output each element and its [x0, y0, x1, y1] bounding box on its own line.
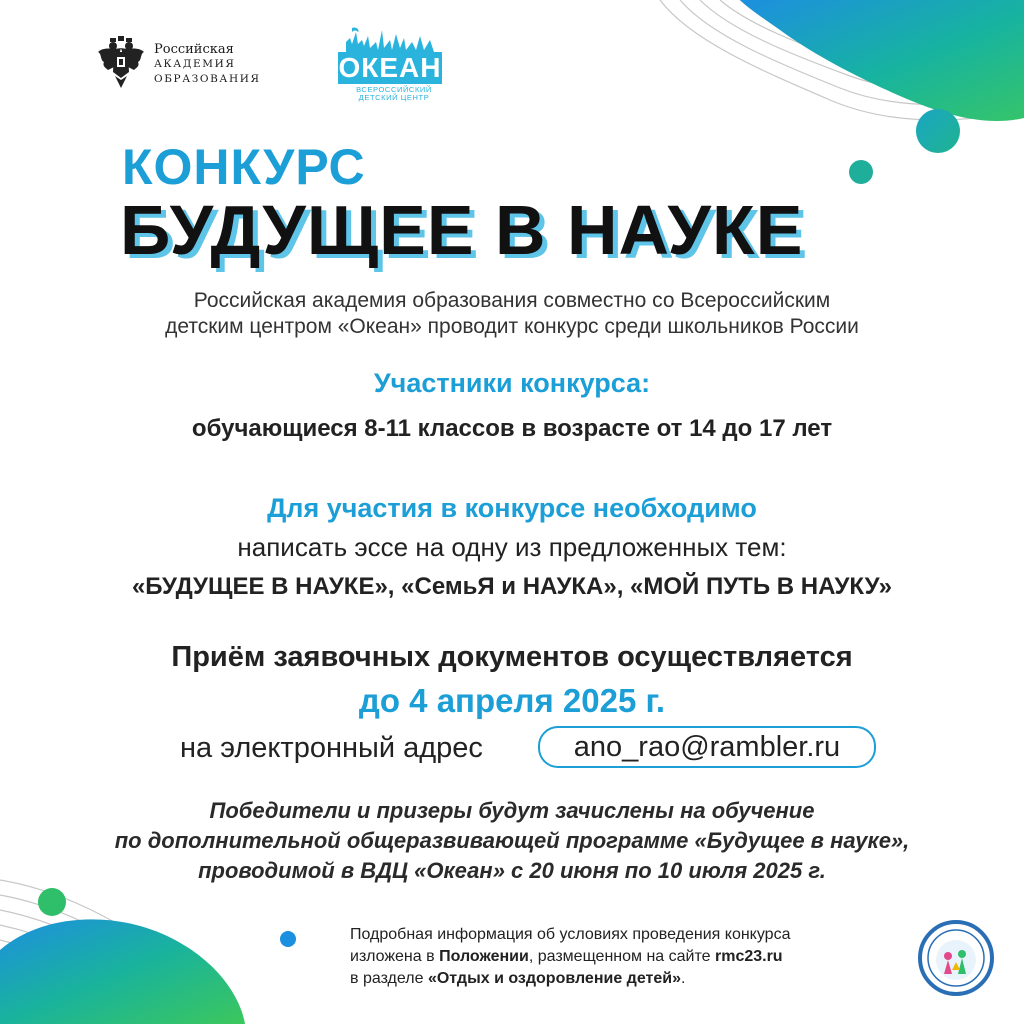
details-regulation: Положении	[439, 948, 529, 965]
participants-text: обучающиеся 8-11 классов в возрасте от 14 до 17 лет	[191, 415, 833, 442]
main-title: БУДУЩЕЕ В НАУКЕ	[120, 191, 804, 269]
okean-subtitle	[346, 86, 442, 102]
details-line-2	[350, 946, 910, 968]
bottom-left-blob	[0, 919, 245, 1024]
winners-text	[0, 796, 1024, 886]
okean-wordmark: ОКЕАН	[338, 52, 442, 83]
intro-line-1: Российская академия образования совместно со Всероссийским	[193, 289, 831, 312]
details-text	[350, 924, 910, 990]
okean-logo	[332, 22, 450, 104]
ball-bottom-blue	[280, 931, 296, 947]
ball-bottom-left	[38, 888, 66, 916]
details-line-2-a: изложена в	[350, 948, 440, 965]
winners-line-1: Победители и призеры будут зачислены на обучение	[209, 798, 815, 823]
okean-sub-line-2: ДЕТСКИЙ ЦЕНТР	[358, 93, 430, 102]
details-line-3-a: в разделе	[350, 970, 428, 987]
details-line-3	[350, 968, 910, 990]
acceptance-deadline: до 4 апреля 2025 г.	[358, 682, 666, 719]
email-address-link[interactable]: ano_rao@rambler.ru	[538, 726, 876, 768]
kicker-title: КОНКУРС	[122, 139, 366, 195]
rao-wordmark	[154, 42, 261, 87]
requirements-topics: «БУДУЩЕЕ В НАУКЕ», «СемьЯ и НАУКА», «МОЙ ПУТЬ В НАУКУ»	[131, 573, 893, 600]
ball-large	[916, 109, 960, 153]
winners-line-2: по дополнительной общеразвивающей программе «Будущее в науке»,	[114, 828, 910, 853]
acceptance-heading: Приём заявочных документов осуществляется	[171, 641, 853, 673]
details-line-1: Подробная информация об условиях проведения конкурса	[350, 926, 791, 943]
rao-line-3: ОБРАЗОВАНИЯ	[154, 73, 261, 85]
rao-logo	[96, 36, 261, 92]
ball-small	[849, 160, 873, 184]
rao-line-1: Российская	[154, 42, 234, 57]
double-headed-eagle-icon	[96, 36, 146, 90]
requirements-heading: Для участия в конкурсе необходимо	[267, 493, 757, 523]
top-contour-lines	[660, 0, 1024, 120]
email-label: на электронный адрес	[180, 732, 483, 764]
details-line-2-c: , размещенном на сайте	[528, 948, 715, 965]
rmc-badge-icon	[918, 920, 994, 996]
intro-text	[0, 288, 1024, 340]
top-right-blob	[740, 0, 1024, 121]
winners-line-3: проводимой в ВДЦ «Океан» с 20 июня по 10 июля 2025 г.	[198, 858, 826, 883]
details-line-3-c: .	[680, 970, 686, 987]
okean-sub-line-1: ВСЕРОССИЙСКИЙ	[356, 85, 432, 94]
bottom-contour-lines	[0, 880, 230, 1024]
details-section-name: «Отдых и оздоровление детей»	[427, 970, 681, 987]
requirements-text: написать эссе на одну из предложенных тем:	[237, 532, 787, 562]
rao-line-2: АКАДЕМИЯ	[154, 58, 236, 70]
details-site-link[interactable]: rmc23.ru	[714, 948, 783, 965]
participants-heading: Участники конкурса:	[373, 368, 651, 398]
intro-line-2: детским центром «Океан» проводит конкурс среди школьников России	[165, 315, 859, 338]
